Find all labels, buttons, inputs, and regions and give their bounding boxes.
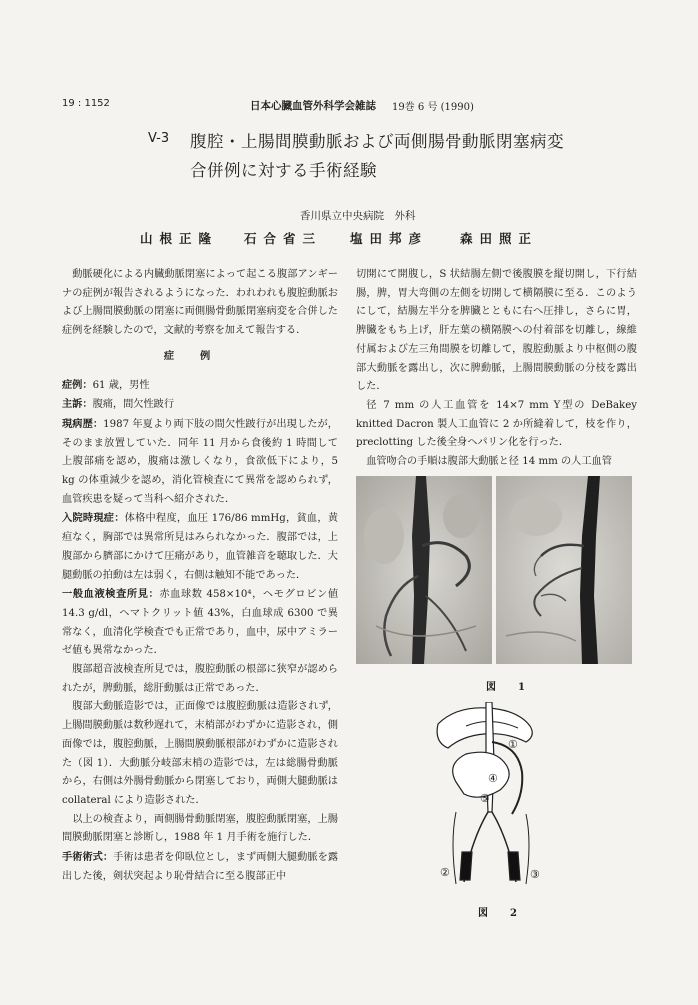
- technique-text: 手術は患者を仰臥位とし，まず両側大腿動脈を露出した後，剣状突起より恥骨結合に至る腹部正中: [62, 852, 339, 882]
- author-name: 森田照正: [460, 231, 539, 246]
- complaint-label: 主訴：: [62, 398, 93, 411]
- case-label: 症例：: [62, 378, 93, 391]
- article-title-line2: 合併例に対する手術経験: [190, 161, 377, 180]
- author-list: [0, 229, 698, 249]
- blood-text: 赤血球数 458×10⁴，ヘモグロビン値 14.3 g/dl，ヘマトクリット値 43%，白血球成 6300 で異常なく，血清化学検査でも正常であり，血中，尿中アミラーゼ値も異常なかった．: [62, 589, 339, 657]
- technique-label: 手術術式：: [62, 851, 114, 864]
- angiogram-frontal-image: [356, 476, 492, 664]
- figure-2-label: ①: [508, 738, 518, 751]
- complaint-paragraph: [62, 395, 338, 415]
- left-column: [62, 266, 338, 887]
- blood-paragraph: [62, 585, 338, 661]
- figure-1-angiogram: [356, 476, 632, 664]
- technique-paragraph: [62, 848, 338, 886]
- history-text: 1987 年夏より両下肢の間欠性跛行が出現したが，そのまま放置していた．同年 11 月から食後約 1 時間して上腹部痛を認め，腹痛は激しくなり，食欲低下により，5 kg の体重減少を認め，消化管検査にて異常を認められず，血管疾患を疑って当科へ紹介された．: [62, 418, 338, 505]
- angiogram-lateral-image: [496, 476, 632, 664]
- volume-info: 19巻 6 号 (1990): [392, 102, 474, 113]
- figure-2-label: ⑤: [480, 792, 490, 805]
- figure-2-label: ④: [488, 772, 498, 785]
- surgery-paragraph-2: 径 7 mm の人工血管を 14×7 mm Y型の DeBakey knitted Dacron 製人工血管に 2 か所縫着して，枝を作り，preclotting した後全身ヘパリン化を行った．: [356, 399, 637, 449]
- page-number: 19 : 1152: [62, 98, 110, 109]
- blood-label: 一般血液検査所見：: [62, 588, 160, 601]
- admission-text: 体格中程度，血圧 176/86 mmHg，貧血，黄疸なく，胸部では異常所見はみられなかった．腹部では，上腹部から臍部にかけて圧痛があり，血管雑音を聴取した．大腿動脈の拍動は左は弱く，右側は触知不能であった．: [62, 513, 339, 581]
- case-paragraph: [62, 376, 338, 396]
- running-header: [0, 98, 698, 112]
- surgery-paragraph-1: 切開にて開腹し，S 状結腸左側で後腹膜を縦切開し，下行結腸，脾，胃大弯側の左側を切開して横隔膜に至る．このようにして，結腸左半分を脾臓とともに右へ圧排し，さらに胃，脾臓をもち上げ，肝左葉の横隔膜への付着部を切離し，線維付属および左三角間膜を切離して，腹腔動脈より中枢側の腹部大動脈を露出し，次に脾動脈，上腸間膜動脈の分枝を露出した．: [356, 269, 637, 393]
- journal-title: 日本心臓血管外科学会雑誌: [250, 100, 376, 112]
- article-title-line1: 腹腔・上腸間膜動脈および両側腸骨動脈閉塞病変: [190, 132, 564, 151]
- ultrasound-paragraph: 腹部超音波検査所見では，腹腔動脈の根部に狭窄が認められたが，脾動脈，総肝動脈は正常であった．: [62, 664, 338, 694]
- figure-2-schematic: [426, 702, 554, 892]
- figure-2-label: ②: [440, 866, 450, 879]
- angio-paragraph: 腹部大動脈造影では，正面像では腹腔動脈は造影されず，上腸間膜動脈は数秒遅れて，末梢部がわずかに造影され，側面像では，腹腔動脈，上腸間膜動脈根部がわずかに造影された（図 1）．大動脈分岐部末梢の造影では，左は総腸骨動脈から，右側は外腸骨動脈から閉塞しており，両側大腿動脈は collateral により造影された．: [62, 701, 338, 806]
- admission-label: 入院時現症：: [62, 512, 125, 525]
- surgery-paragraph-3: 血管吻合の手順は腹部大動脈と径 14 mm の人工血管: [366, 456, 612, 468]
- author-name: 塩田邦彦: [350, 231, 429, 246]
- figure-2-caption: 図 2: [478, 908, 523, 919]
- history-paragraph: [62, 415, 338, 510]
- complaint-text: 腹痛，間欠性跛行: [92, 399, 175, 411]
- right-column: [356, 266, 637, 472]
- author-name: 石合省三: [244, 231, 323, 246]
- admission-paragraph: [62, 509, 338, 585]
- affiliation: 香川県立中央病院 外科: [300, 210, 416, 222]
- article-number: V-3: [148, 131, 170, 146]
- figure-2-label: ③: [530, 868, 540, 881]
- author-name: 山根正隆: [140, 231, 219, 246]
- figure-1-caption: 図 1: [486, 682, 531, 693]
- diagnosis-paragraph: 以上の検査より，両側腸骨動脈閉塞，腹腔動脈閉塞，上腸間膜動脈閉塞と診断し，1988 年 1 月手術を施行した．: [62, 813, 338, 844]
- history-label: 現病歴：: [62, 417, 104, 430]
- case-text: 61 歳，男性: [92, 379, 150, 391]
- section-heading: 症例: [163, 349, 237, 362]
- intro-paragraph: 動脈硬化による内臓動脈閉塞によって起こる腹部アンギーナの症例が報告されるようになった．われわれも腹腔動脈および上腸間膜動脈の閉塞に両側腸骨動脈閉塞病変を合併した症例を経験したので，文献的考察を加えて報告する．: [62, 269, 338, 337]
